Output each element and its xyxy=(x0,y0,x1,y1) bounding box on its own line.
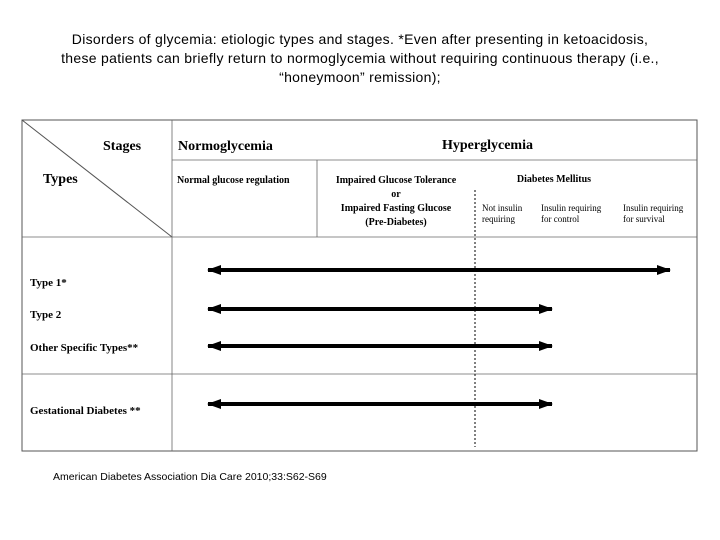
stages-label: Stages xyxy=(103,139,142,154)
table-frame xyxy=(22,120,697,451)
igt-label-1: Impaired Glucose Tolerance xyxy=(335,175,457,186)
insulin-control-label-1: Insulin requiring xyxy=(541,203,602,213)
normoglycemia-header: Normoglycemia xyxy=(178,139,273,154)
row-label-gestational: Gestational Diabetes ** xyxy=(30,405,141,417)
row-label-type2: Type 2 xyxy=(30,309,62,321)
igt-label-3: (Pre-Diabetes) xyxy=(365,217,427,228)
source-citation: American Diabetes Association Dia Care 2010;33:S62-S69 xyxy=(53,471,327,483)
not-insulin-label-2: requiring xyxy=(482,214,515,224)
insulin-survival-label-1: Insulin requiring xyxy=(623,203,684,213)
diabetes-mellitus-header: Diabetes Mellitus xyxy=(516,174,592,185)
insulin-control-label-2: for control xyxy=(541,214,580,224)
insulin-survival-label-2: for survival xyxy=(623,214,665,224)
row-label-type1: Type 1* xyxy=(30,277,67,289)
types-label: Types xyxy=(43,172,78,187)
caption-line-3: “honeymoon” remission); xyxy=(279,69,441,85)
caption-line-2: these patients can briefly return to normoglycemia without requiring continuous therapy (i.e., xyxy=(61,50,659,66)
caption-line-1: Disorders of glycemia: etiologic types and stages. *Even after presenting in ketoacidosis, xyxy=(71,31,649,47)
not-insulin-label-1: Not insulin xyxy=(482,203,523,213)
normal-regulation-label: Normal glucose regulation xyxy=(177,175,290,186)
row-label-other-specific: Other Specific Types** xyxy=(30,342,139,354)
igt-label-2: Impaired Fasting Glucose xyxy=(340,203,452,214)
igt-or-label: or xyxy=(391,189,401,200)
hyperglycemia-header: Hyperglycemia xyxy=(442,138,533,153)
